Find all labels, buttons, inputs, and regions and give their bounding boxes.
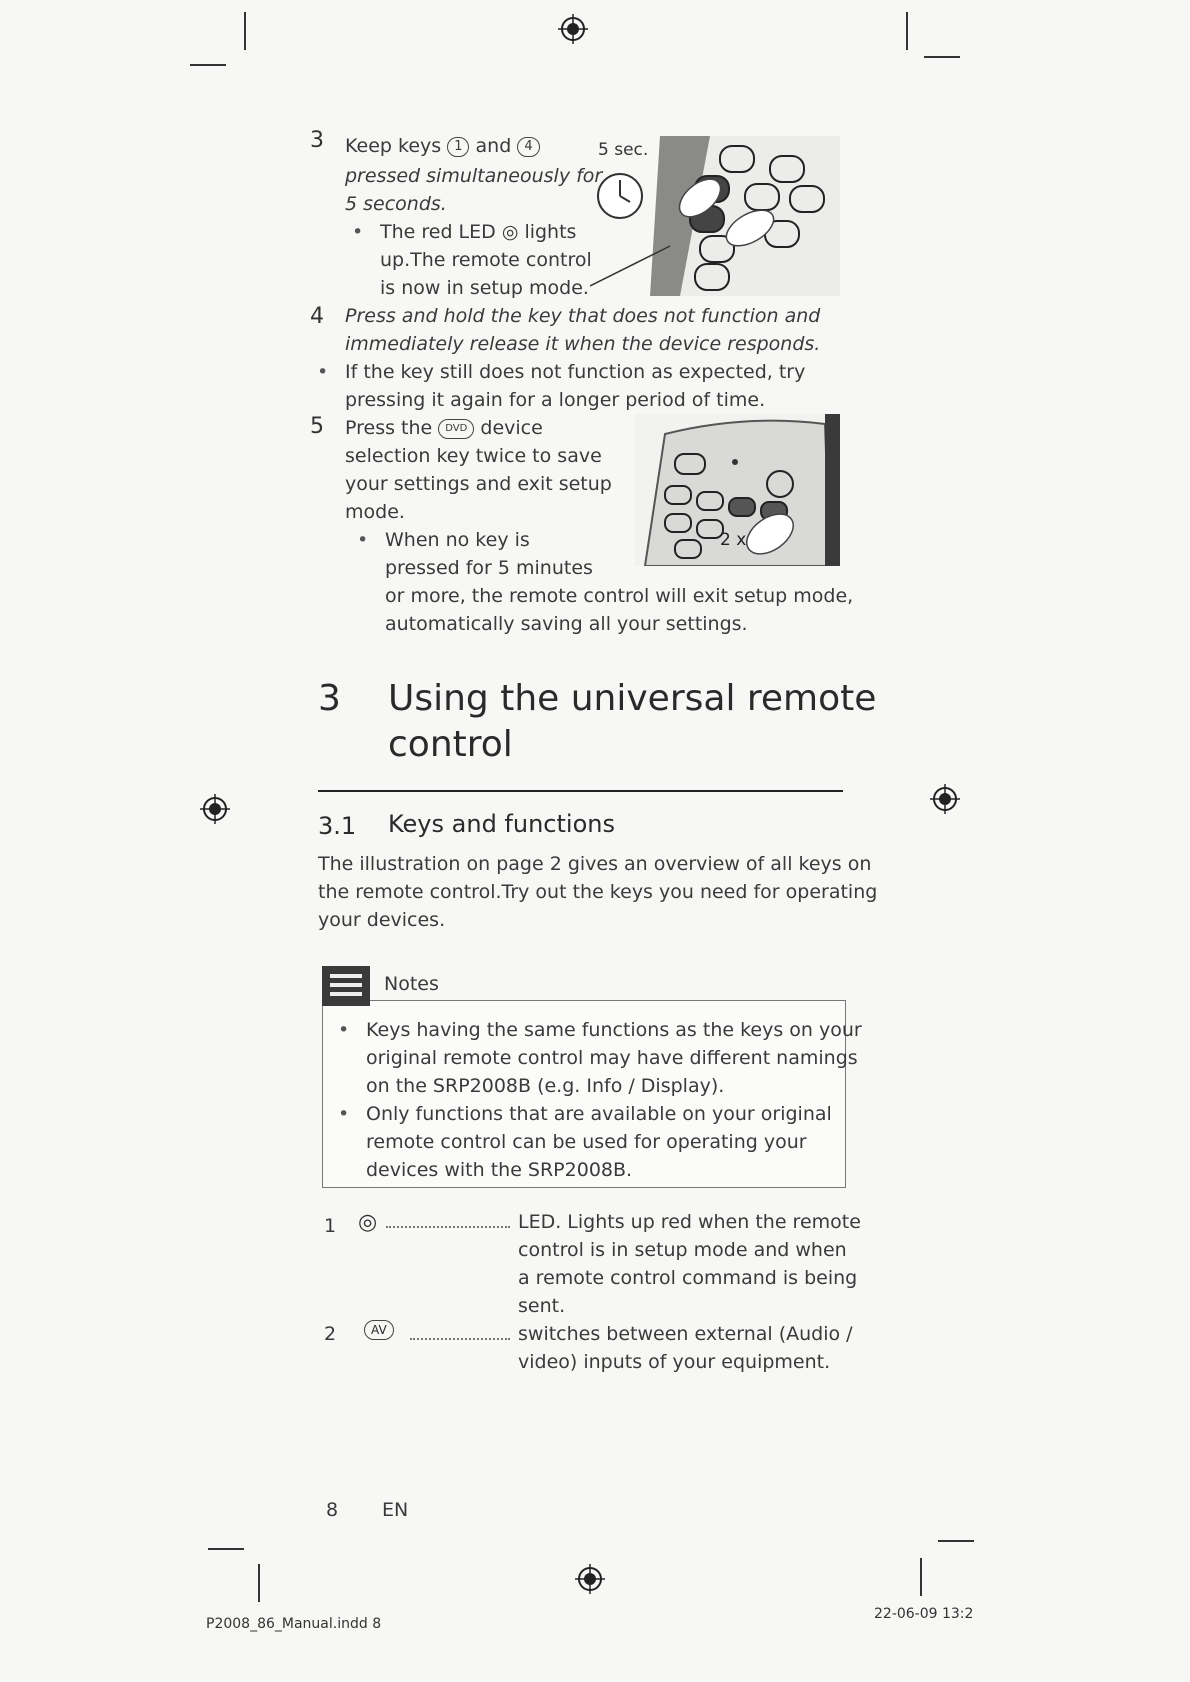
section-paragraph-line-2: the remote control.Try out the keys you need for operating — [318, 881, 878, 903]
step-number: 4 — [310, 304, 324, 329]
step-4-bullet-line-2: pressing it again for a longer period of time. — [345, 389, 766, 411]
page-number: 8 — [326, 1499, 339, 1521]
notes-title: Notes — [384, 973, 439, 995]
step-5-bullet-line-1: • When no key is — [385, 526, 530, 554]
crop-mark — [258, 1564, 260, 1602]
step-number: 5 — [310, 414, 324, 439]
key-1-description-line-1: LED. Lights up red when the remote — [518, 1211, 861, 1233]
chapter-title-line-1: Using the universal remote — [388, 678, 877, 719]
key-2-leader-dots — [410, 1338, 510, 1340]
notes-item-1-line-1: • Keys having the same functions as the keys on your — [366, 1016, 862, 1044]
step-5-line-3: your settings and exit setup — [345, 473, 612, 495]
key-2-number: 2 — [324, 1323, 337, 1345]
step-5-line-4: mode. — [345, 501, 405, 523]
step-3-photo-label: 5 sec. — [598, 140, 649, 160]
crop-mark — [920, 1558, 922, 1596]
step-4-line-1: Press and hold the key that does not function and — [345, 305, 821, 327]
key-1-description-line-2: control is in setup mode and when — [518, 1239, 847, 1261]
step-3-line-2: pressed simultaneously for — [345, 165, 603, 187]
led-icon: ◎ — [358, 1210, 378, 1235]
crop-mark — [244, 12, 246, 50]
section-title: Keys and functions — [388, 810, 615, 838]
step-5-bullet-line-2: pressed for 5 minutes — [385, 557, 593, 579]
crop-mark — [906, 12, 908, 50]
step-number: 3 — [310, 128, 324, 153]
key-2-description-line-1: switches between external (Audio / — [518, 1323, 853, 1345]
notes-item-1-line-2: original remote control may have different namings — [366, 1047, 858, 1069]
file-name: P2008_86_Manual.indd 8 — [206, 1616, 382, 1632]
registration-mark-icon — [930, 784, 960, 814]
registration-mark-icon — [200, 794, 230, 824]
step-3-bullet-line-3: is now in setup mode. — [380, 277, 589, 299]
notes-item-2-line-1: • Only functions that are available on your original — [366, 1100, 832, 1128]
key-4-icon: 4 — [517, 137, 539, 157]
key-2-description-line-2: video) inputs of your equipment. — [518, 1351, 831, 1373]
step-3-bullet-line-2: up.The remote control — [380, 249, 592, 271]
notes-item-2-line-3: devices with the SRP2008B. — [366, 1159, 633, 1181]
notes-item-1-line-3: on the SRP2008B (e.g. Info / Display). — [366, 1075, 725, 1097]
page-language: EN — [382, 1499, 409, 1521]
key-1-number: 1 — [324, 1215, 337, 1237]
dvd-key-icon: DVD — [438, 419, 474, 439]
key-1-description-line-4: sent. — [518, 1295, 566, 1317]
crop-mark — [924, 56, 960, 58]
key-1-leader-dots — [386, 1226, 510, 1228]
section-number: 3.1 — [318, 812, 357, 840]
step-5-line-1: Press the DVD device — [345, 417, 543, 439]
key-1-icon: 1 — [447, 137, 469, 157]
step-3-line-3: 5 seconds. — [345, 193, 447, 215]
chapter-title-line-2: control — [388, 724, 513, 765]
step-3-line-1: Keep keys 1 and 4 — [345, 132, 540, 160]
notes-icon — [322, 966, 370, 1006]
registration-mark-icon — [575, 1564, 605, 1594]
step-5-bullet-line-4: automatically saving all your settings. — [385, 613, 748, 635]
av-key-icon: AV — [364, 1320, 394, 1340]
step-5-line-2: selection key twice to save — [345, 445, 602, 467]
notes-item-2-line-2: remote control can be used for operating your — [366, 1131, 807, 1153]
crop-mark — [190, 64, 226, 66]
key-1-description-line-3: a remote control command is being — [518, 1267, 858, 1289]
step-4-bullet-line-1: • If the key still does not function as expected, try — [345, 358, 805, 386]
registration-mark-icon — [558, 14, 588, 44]
step-5-photo-label: 2 x — [720, 530, 747, 550]
step-4-line-2: immediately release it when the device responds. — [345, 333, 821, 355]
remote-keys-photo — [590, 136, 840, 296]
section-divider — [318, 790, 843, 792]
section-paragraph-line-3: your devices. — [318, 909, 446, 931]
crop-mark — [938, 1540, 974, 1542]
step-5-bullet-line-3: or more, the remote control will exit setup mode, — [385, 585, 854, 607]
print-date: 22-06-09 13:2 — [874, 1606, 974, 1622]
section-paragraph-line-1: The illustration on page 2 gives an overview of all keys on — [318, 853, 872, 875]
chapter-number: 3 — [318, 678, 341, 719]
crop-mark — [208, 1548, 244, 1550]
step-3-bullet-line-1: • The red LED ◎ lights — [380, 218, 576, 246]
